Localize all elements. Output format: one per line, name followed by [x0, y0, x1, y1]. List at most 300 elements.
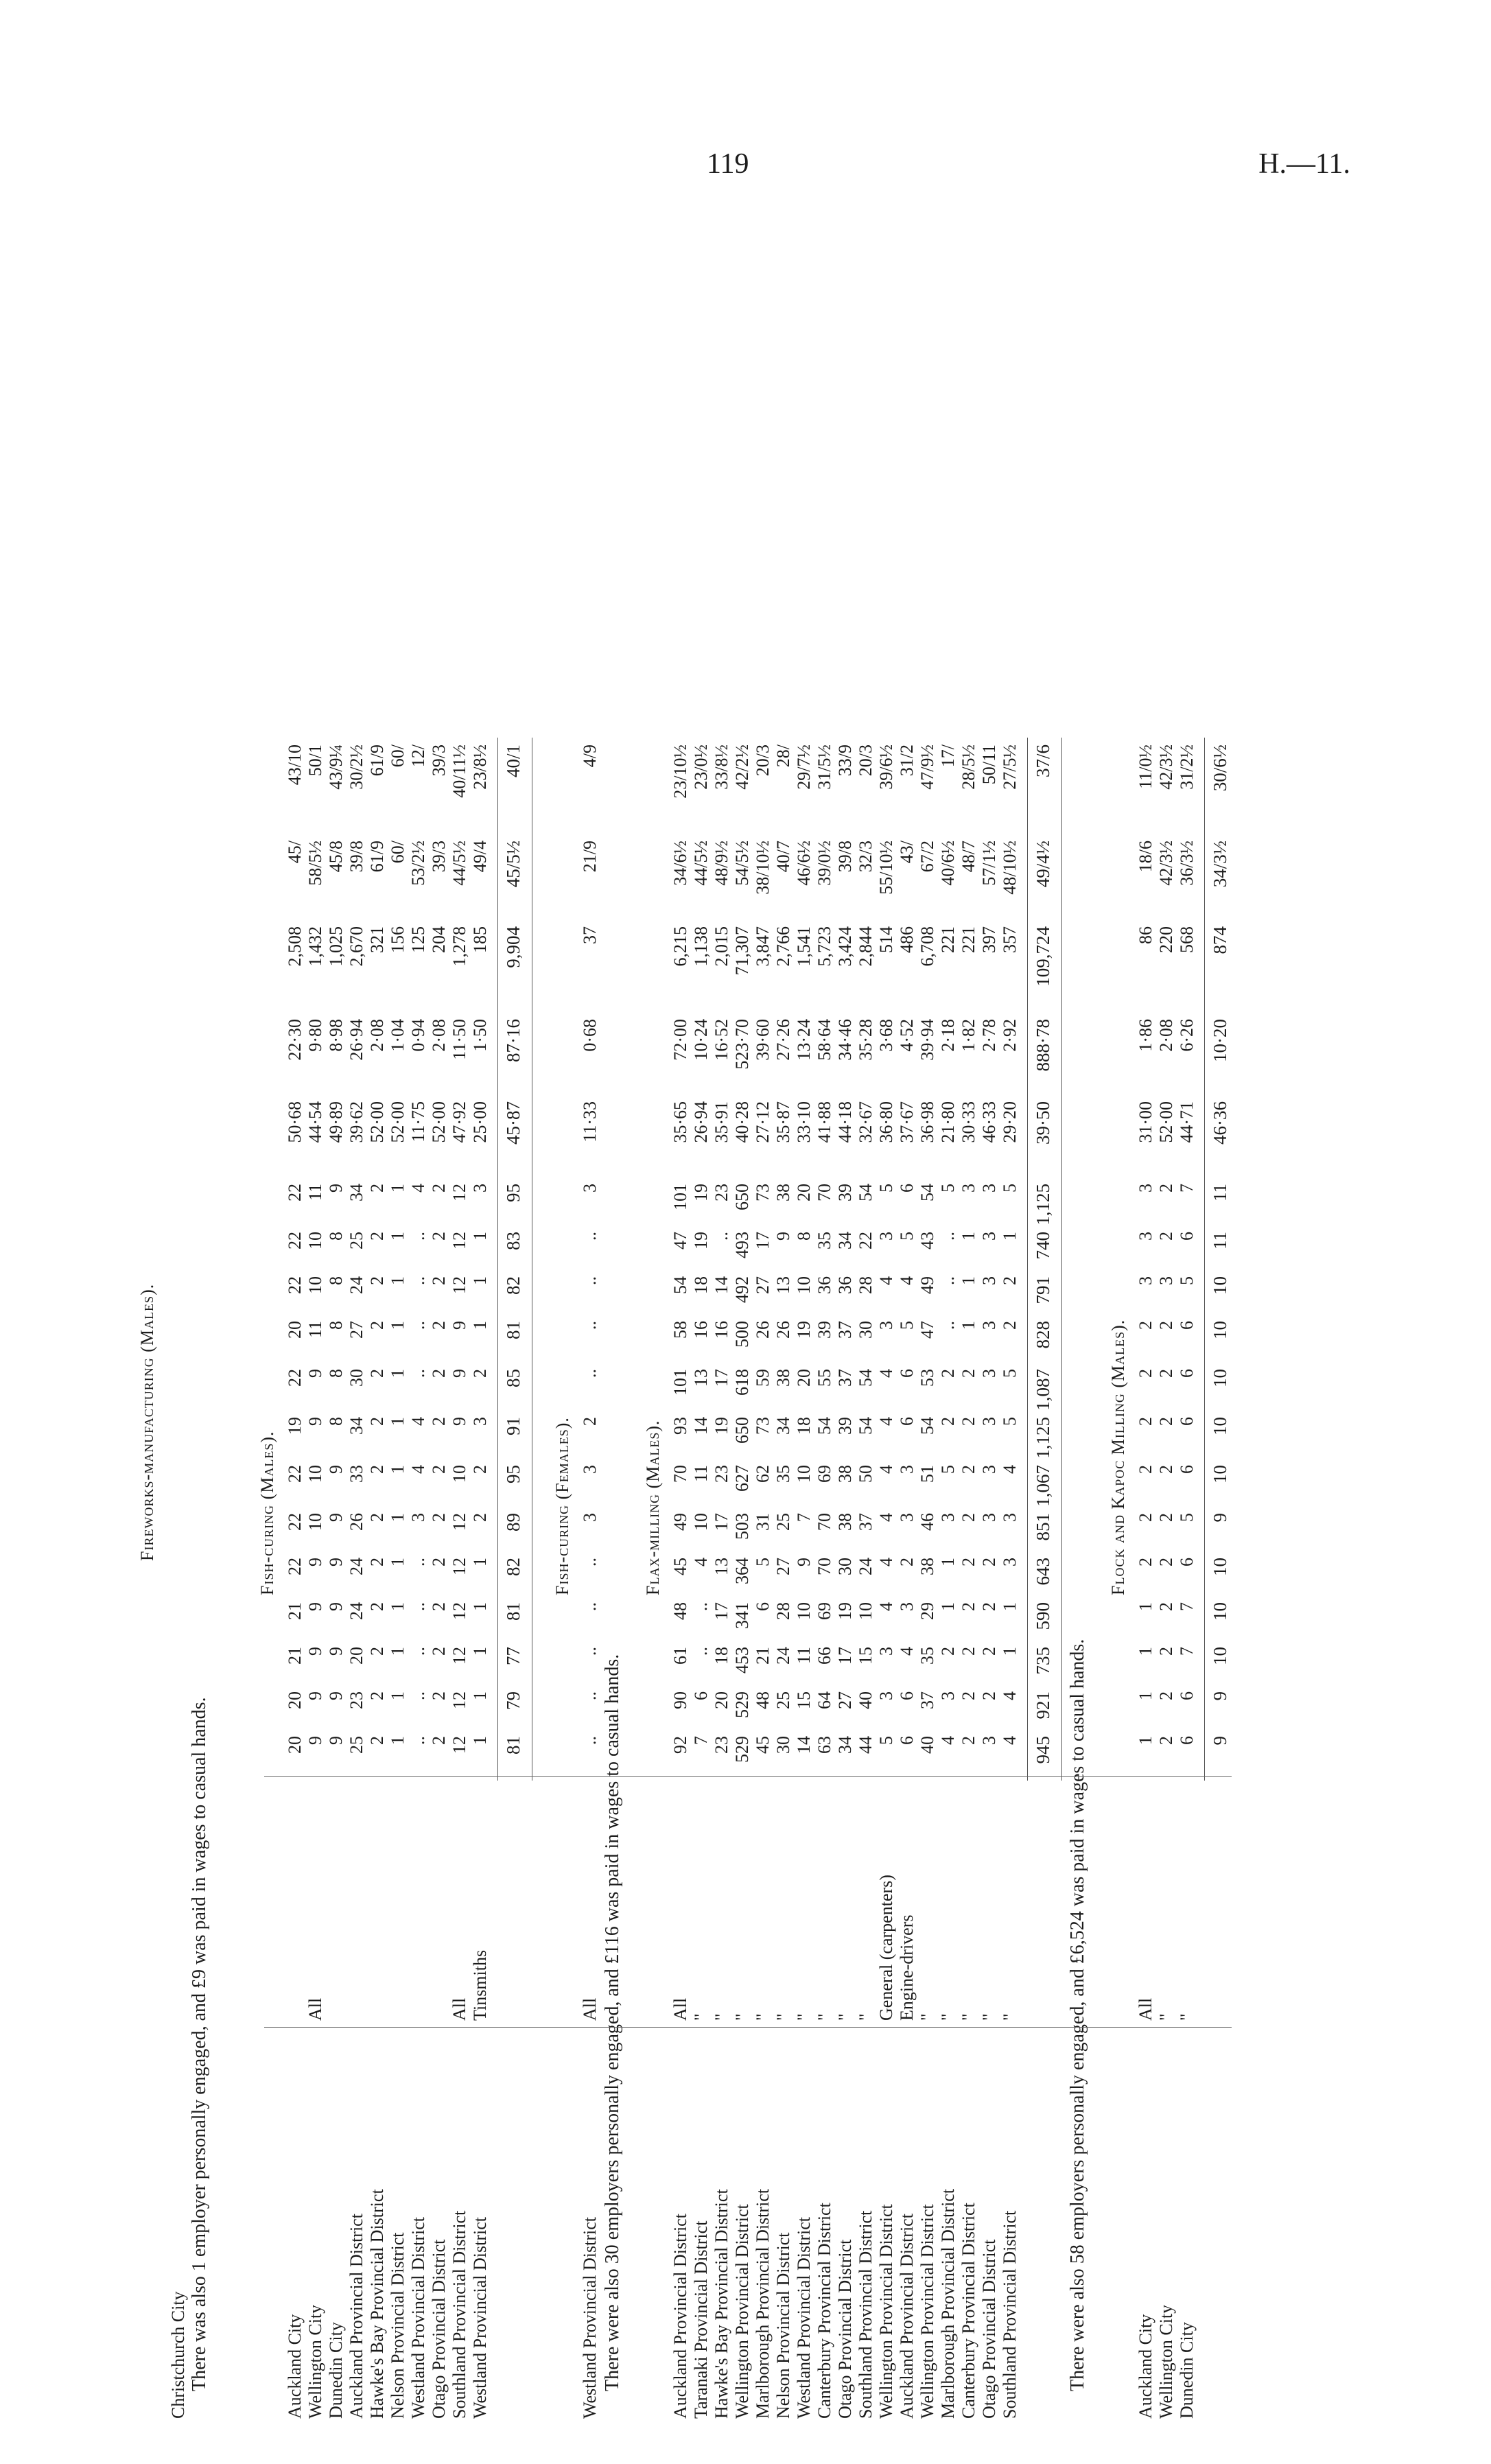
cell-value: 13·24 — [794, 1019, 814, 1061]
cell-value: 2 — [429, 1558, 449, 1567]
cell-value: 20 — [712, 1691, 731, 1709]
cell-value: 23/8½ — [470, 744, 490, 790]
cell-value: 39·62 — [347, 1101, 366, 1143]
cell-value: 64 — [814, 1691, 834, 1709]
cell-value: 650 — [732, 1184, 752, 1210]
cell-value: 9 — [794, 1558, 814, 1567]
cell-value: .. — [408, 1736, 428, 1745]
cell-value: 8 — [326, 1232, 346, 1241]
cell-value: 27·26 — [773, 1019, 793, 1061]
cell-value: 60/ — [388, 744, 408, 768]
cell-value: 10 — [305, 1276, 325, 1294]
cell-value: 4 — [408, 1184, 428, 1193]
cell-value: 40 — [856, 1691, 876, 1709]
row-locality-text: Westland Provincial District — [408, 2217, 428, 2419]
cell-value: 10 — [1210, 1602, 1230, 1621]
cell-value: 63 — [814, 1736, 834, 1754]
cell-value: 8 — [326, 1369, 346, 1378]
cell-value: 33 — [347, 1465, 366, 1483]
cell-value: 29/7½ — [794, 744, 814, 790]
cell-value: 10 — [1210, 1417, 1230, 1435]
row-locality — [979, 2034, 1000, 2419]
table-row — [814, 257, 835, 2419]
cell-value: 10 — [794, 1465, 814, 1483]
cell-value: 35·87 — [773, 1101, 793, 1143]
cell-value: 37 — [917, 1691, 937, 1709]
cell-value: 35·28 — [856, 1019, 876, 1061]
cell-value: 14 — [712, 1276, 731, 1294]
cell-value: 1 — [388, 1276, 408, 1285]
cell-value: 2·08 — [1156, 1019, 1176, 1052]
cell-value: 3 — [876, 1691, 896, 1700]
cell-value: 31/5½ — [814, 744, 834, 790]
cell-value: 5 — [897, 1232, 917, 1241]
cell-value: 54 — [856, 1184, 876, 1201]
cell-value: 24 — [347, 1276, 366, 1294]
row-locality — [959, 2034, 979, 2419]
cell-value: 50·68 — [285, 1101, 305, 1143]
cell-value: 39·94 — [917, 1019, 937, 1061]
row-locality-text: Wellington City — [1156, 2304, 1176, 2419]
table-row — [449, 257, 470, 2419]
table-row — [856, 257, 876, 2419]
cell-value: 1 — [1000, 1232, 1020, 1241]
cell-value: .. — [408, 1321, 428, 1330]
cell-value: 36 — [835, 1276, 855, 1294]
cell-value: .. — [408, 1276, 428, 1285]
cell-value: 2 — [1136, 1417, 1155, 1426]
cell-value: 28 — [773, 1602, 793, 1620]
cell-value: 5,723 — [814, 926, 834, 967]
cell-value: 486 — [897, 926, 917, 953]
cell-value: 32/3 — [856, 841, 876, 873]
cell-value: 11/0½ — [1136, 744, 1155, 789]
cell-value: 5 — [876, 1736, 896, 1745]
column-rule — [264, 2027, 1232, 2028]
cell-value: 109,724 — [1033, 926, 1053, 987]
cell-value: 7 — [1177, 1647, 1197, 1656]
cell-value: 49 — [917, 1276, 937, 1294]
cell-value: 5 — [938, 1184, 958, 1193]
cell-value: 17/ — [938, 744, 958, 768]
cell-value: 12 — [449, 1513, 469, 1531]
cell-value: 30·33 — [959, 1101, 978, 1143]
row-locality — [1177, 2034, 1197, 2419]
cell-value: 3 — [1000, 1513, 1020, 1522]
cell-value: 10 — [794, 1602, 814, 1620]
cell-value: 54 — [917, 1417, 937, 1435]
cell-value: 3 — [979, 1321, 999, 1330]
row-locality-text: Auckland Provincial District — [347, 2214, 366, 2419]
cell-value: 1 — [388, 1417, 408, 1426]
cell-value: 185 — [470, 926, 490, 953]
cell-value: 2 — [1156, 1691, 1176, 1700]
cell-value: 1,432 — [305, 926, 325, 967]
cell-value: 55 — [814, 1369, 834, 1387]
row-locality-text: Canterbury Provincial District — [959, 2203, 978, 2419]
row-locality-text: Westland Provincial District — [470, 2217, 490, 2419]
cell-value: 1·04 — [388, 1019, 408, 1052]
cell-value: 52·00 — [1156, 1101, 1176, 1143]
cell-value: 12 — [449, 1736, 469, 1754]
cell-value: 1 — [388, 1321, 408, 1330]
cell-value: 2 — [959, 1558, 978, 1567]
cell-value: 58·64 — [814, 1019, 834, 1061]
cell-value: 73 — [753, 1184, 773, 1201]
cell-value: 39/0½ — [814, 841, 834, 886]
cell-value: 40/7 — [773, 841, 793, 873]
cell-value: 851 — [1033, 1513, 1053, 1541]
cell-value: 3 — [1136, 1276, 1155, 1285]
cell-value: 54 — [670, 1276, 690, 1294]
cell-value: 3 — [470, 1184, 490, 1193]
row-locality — [814, 2034, 835, 2419]
cell-value: 2 — [429, 1321, 449, 1330]
row-locality — [326, 2034, 347, 2419]
cell-value: 16 — [691, 1321, 711, 1339]
cell-value: 11 — [794, 1647, 814, 1665]
cell-value: 5 — [1000, 1369, 1020, 1378]
cell-value: 18 — [712, 1647, 731, 1665]
cell-value: 35 — [814, 1232, 834, 1249]
cell-value: 47 — [917, 1321, 937, 1339]
cell-value: 36 — [814, 1276, 834, 1294]
cell-value: 17 — [712, 1513, 731, 1531]
table-row — [326, 257, 347, 2419]
row-occupation: " — [835, 2013, 855, 2021]
row-occupation: " — [753, 2013, 773, 2021]
row-locality — [168, 2034, 189, 2419]
total-row — [1210, 257, 1230, 2419]
cell-value: 21 — [285, 1602, 305, 1620]
cell-value: 4 — [408, 1417, 428, 1426]
cell-value: 2,766 — [773, 926, 793, 967]
row-locality — [408, 2034, 429, 2419]
cell-value: 82 — [503, 1276, 524, 1295]
cell-value: 14 — [794, 1736, 814, 1754]
cell-value: 125 — [408, 926, 428, 953]
cell-value: 4 — [876, 1558, 896, 1567]
table-row — [712, 257, 732, 2419]
cell-value: 5 — [897, 1321, 917, 1330]
cell-value: 6 — [897, 1736, 917, 1745]
cell-value: 54/5½ — [732, 841, 752, 886]
cell-value: 9 — [305, 1417, 325, 1426]
cell-value: 39/3 — [429, 744, 449, 777]
cell-value: 3 — [897, 1465, 917, 1474]
section-title-flax-milling: Flax-milling (Males). — [643, 1420, 663, 1595]
cell-value: 49 — [670, 1513, 690, 1531]
cell-value: 33·10 — [794, 1101, 814, 1143]
cell-value: 5 — [1177, 1276, 1197, 1285]
cell-value: .. — [580, 1602, 600, 1611]
cell-value: 101 — [670, 1369, 690, 1396]
cell-value: .. — [580, 1736, 600, 1745]
row-locality-text: Marlborough Provincial District — [938, 2188, 958, 2419]
cell-value: 2 — [429, 1276, 449, 1285]
cell-value: 67/2 — [917, 841, 937, 873]
row-locality-text: Westland Provincial District — [794, 2217, 814, 2419]
cell-value: 2 — [367, 1184, 387, 1193]
cell-value: 38 — [773, 1184, 793, 1201]
cell-value: 36·98 — [917, 1101, 937, 1143]
cell-value: 27 — [753, 1276, 773, 1294]
cell-value: 6 — [1177, 1232, 1197, 1241]
cell-value: 22 — [285, 1184, 305, 1201]
cell-value: 8·98 — [326, 1019, 346, 1052]
cell-value: 27·12 — [753, 1101, 773, 1143]
cell-value: 1·86 — [1136, 1019, 1155, 1052]
row-occupation: " — [691, 2013, 711, 2021]
cell-value: 59 — [753, 1369, 773, 1387]
cell-value: 34 — [835, 1232, 855, 1249]
cell-value: 4 — [876, 1369, 896, 1378]
cell-value: 95 — [503, 1465, 524, 1483]
cell-value: 38 — [835, 1465, 855, 1483]
cell-value: 1 — [388, 1602, 408, 1611]
cell-value: 44/5½ — [449, 841, 469, 886]
cell-value: 6 — [897, 1691, 917, 1700]
row-locality-text: Canterbury Provincial District — [814, 2203, 834, 2419]
cell-value: 29 — [917, 1602, 937, 1620]
cell-value: 27 — [347, 1321, 366, 1339]
table-row — [1156, 257, 1177, 2419]
table-row — [580, 257, 600, 2419]
cell-value: 8 — [326, 1276, 346, 1285]
cell-value: 23 — [712, 1736, 731, 1754]
cell-value: 2 — [367, 1232, 387, 1241]
cell-value: .. — [408, 1232, 428, 1241]
row-locality-text: Taranaki Provincial District — [691, 2220, 711, 2419]
cell-value: 101 — [670, 1184, 690, 1210]
row-locality — [470, 2034, 491, 2419]
cell-value: 1 — [470, 1276, 490, 1285]
cell-value: 13 — [691, 1369, 711, 1387]
cell-value: 46·36 — [1210, 1101, 1230, 1145]
cell-value: 3 — [897, 1602, 917, 1611]
cell-value: 2 — [959, 1417, 978, 1426]
cell-value: 10 — [1210, 1465, 1230, 1483]
cell-value: 30 — [835, 1558, 855, 1575]
cell-value: 4 — [876, 1602, 896, 1611]
cell-value: 2 — [1156, 1465, 1176, 1474]
cell-value: 4 — [897, 1647, 917, 1656]
cell-value: 12 — [449, 1602, 469, 1620]
cell-value: .. — [408, 1691, 428, 1700]
cell-value: 41·88 — [814, 1101, 834, 1143]
cell-value: 21 — [285, 1647, 305, 1665]
cell-value: 4 — [1000, 1736, 1020, 1745]
row-locality — [917, 2034, 938, 2419]
cell-value: 11·33 — [580, 1101, 600, 1142]
cell-value: 2 — [1136, 1513, 1155, 1522]
row-occupation: " — [1177, 2013, 1197, 2021]
cell-value: 2 — [959, 1513, 978, 1522]
row-locality — [794, 2034, 814, 2419]
cell-value: 21·80 — [938, 1101, 958, 1143]
row-locality-text: Southland Provincial District — [1000, 2210, 1020, 2419]
cell-value: 3,847 — [753, 926, 773, 967]
cell-value: 10·20 — [1210, 1019, 1230, 1062]
cell-value: 7 — [691, 1736, 711, 1745]
cell-value: 2 — [1000, 1276, 1020, 1285]
cell-value: 1 — [1136, 1691, 1155, 1700]
cell-value: 53 — [917, 1369, 937, 1387]
cell-value: 10 — [794, 1276, 814, 1294]
total-row — [1033, 257, 1053, 2419]
page-header — [0, 148, 1491, 189]
cell-value: 26 — [753, 1321, 773, 1339]
cell-value: 54 — [917, 1184, 937, 1201]
cell-value: 16 — [712, 1321, 731, 1339]
cell-value: 30/2½ — [347, 744, 366, 790]
cell-value: 10 — [305, 1232, 325, 1249]
cell-value: 77 — [503, 1647, 524, 1665]
cell-value: 14 — [691, 1417, 711, 1435]
cell-value: 50/1 — [305, 744, 325, 777]
cell-value: 3 — [580, 1513, 600, 1522]
row-locality — [773, 2034, 794, 2419]
cell-value: 35·91 — [712, 1101, 731, 1143]
cell-value: 643 — [1033, 1558, 1053, 1586]
cell-value: 20 — [794, 1369, 814, 1387]
cell-value: 6 — [1177, 1558, 1197, 1567]
cell-value: 1·50 — [470, 1019, 490, 1052]
cell-value: 27/5½ — [1000, 744, 1020, 790]
cell-value: 6 — [691, 1691, 711, 1700]
cell-value: 1 — [388, 1691, 408, 1700]
cell-value: 22 — [285, 1465, 305, 1483]
cell-value: 1,087 — [1033, 1369, 1053, 1411]
cell-value: 3 — [979, 1184, 999, 1193]
cell-value: .. — [580, 1558, 600, 1567]
row-occupation: " — [938, 2013, 958, 2021]
cell-value: 34 — [347, 1184, 366, 1201]
cell-value: 5 — [1000, 1184, 1020, 1193]
cell-value: 590 — [1033, 1602, 1053, 1630]
row-locality-text: Auckland Provincial District — [670, 2214, 690, 2419]
cell-value: 2 — [367, 1691, 387, 1700]
cell-value: 4 — [1000, 1691, 1020, 1700]
cell-value: 2 — [429, 1369, 449, 1378]
section-title-fish-curing-males: Fish-curing (Males). — [257, 1431, 277, 1595]
cell-value: 2 — [429, 1465, 449, 1474]
cell-value: 4·52 — [897, 1019, 917, 1052]
cell-value: 3 — [876, 1321, 896, 1330]
cell-value: 2 — [367, 1736, 387, 1745]
row-locality — [897, 2034, 917, 2419]
cell-value: 44·54 — [305, 1101, 325, 1143]
cell-value: 9·80 — [305, 1019, 325, 1052]
table-row — [938, 257, 959, 2419]
cell-value: 12 — [449, 1276, 469, 1294]
cell-value: 5 — [876, 1184, 896, 1193]
cell-value: 2 — [367, 1321, 387, 1330]
cell-value: 618 — [732, 1369, 752, 1396]
cell-value: 17 — [712, 1369, 731, 1387]
cell-value: 2·18 — [938, 1019, 958, 1052]
cell-value: 85 — [503, 1369, 524, 1387]
cell-value: 8 — [326, 1417, 346, 1426]
cell-value: 87·16 — [503, 1019, 524, 1062]
cell-value: 1 — [1136, 1647, 1155, 1656]
note-flax-milling: There were also 58 employers personally engaged, and £6,524 was paid in wages to casual hands. — [1067, 1639, 1088, 2391]
cell-value: 47 — [670, 1232, 690, 1249]
cell-value: 50 — [856, 1465, 876, 1483]
section-title-flock-kapok: Flock and Kapoc Milling (Males). — [1108, 1319, 1128, 1595]
cell-value: 19 — [794, 1321, 814, 1339]
cell-value: 1 — [470, 1558, 490, 1567]
row-occupation: General (carpenters) — [876, 1875, 896, 2021]
cell-value: 2 — [367, 1513, 387, 1522]
cell-value: .. — [408, 1602, 428, 1611]
row-locality — [1136, 2034, 1156, 2419]
cell-value: 1 — [388, 1465, 408, 1474]
row-locality-text: Auckland Provincial District — [897, 2214, 917, 2419]
cell-value: 3 — [979, 1465, 999, 1474]
cell-value: 500 — [732, 1321, 752, 1348]
row-occupation: " — [732, 2013, 752, 2021]
cell-value: 39·60 — [753, 1019, 773, 1061]
cell-value: 45 — [753, 1736, 773, 1754]
cell-value: 9 — [326, 1647, 346, 1656]
cell-value: 24 — [347, 1602, 366, 1620]
cell-value: 86 — [1136, 926, 1155, 944]
row-locality-text: Nelson Provincial District — [388, 2232, 408, 2419]
cell-value: 2 — [979, 1647, 999, 1656]
cell-value: 92 — [670, 1736, 690, 1754]
cell-value: 49/4½ — [1033, 841, 1053, 888]
cell-value: 39/6½ — [876, 744, 896, 790]
row-locality-text: Southland Provincial District — [856, 2210, 876, 2419]
section-title-fish-curing-females: Fish-curing (Females). — [552, 1417, 572, 1595]
cell-value: 650 — [732, 1417, 752, 1444]
row-occupation: " — [1000, 2013, 1020, 2021]
cell-value: 49/4 — [470, 841, 490, 873]
cell-value: 2 — [429, 1232, 449, 1241]
table-row — [794, 257, 814, 2419]
row-locality-text: Wellington Provincial District — [876, 2204, 896, 2419]
cell-value: 2 — [367, 1647, 387, 1656]
cell-value: 43/9¼ — [326, 744, 346, 790]
cell-value: 32·67 — [856, 1101, 876, 1143]
cell-value: 7 — [1177, 1184, 1197, 1193]
cell-value: .. — [408, 1558, 428, 1567]
cell-value: 33/9 — [835, 744, 855, 777]
cell-value: 945 — [1033, 1736, 1053, 1764]
cell-value: 12 — [449, 1558, 469, 1575]
cell-value: 503 — [732, 1513, 752, 1540]
row-occupation: All — [305, 1997, 325, 2021]
cell-value: .. — [580, 1276, 600, 1285]
cell-value: 54 — [856, 1417, 876, 1435]
cell-value: 2 — [429, 1417, 449, 1426]
cell-value: 12 — [449, 1184, 469, 1201]
row-locality-text: Auckland City — [1136, 2314, 1155, 2419]
cell-value: 10 — [1210, 1321, 1230, 1339]
cell-value: 1,125 — [1033, 1184, 1053, 1225]
cell-value: 28/5½ — [959, 744, 978, 790]
cell-value: 37·67 — [897, 1101, 917, 1143]
cell-value: 2 — [429, 1513, 449, 1522]
table-row — [979, 257, 1000, 2419]
row-locality-text: Auckland City — [285, 2314, 305, 2419]
cell-value: 9 — [326, 1602, 346, 1611]
cell-value: 46·33 — [979, 1101, 999, 1143]
cell-value: 11 — [691, 1465, 711, 1483]
table-row — [347, 257, 367, 2419]
cell-value: 27 — [835, 1691, 855, 1709]
